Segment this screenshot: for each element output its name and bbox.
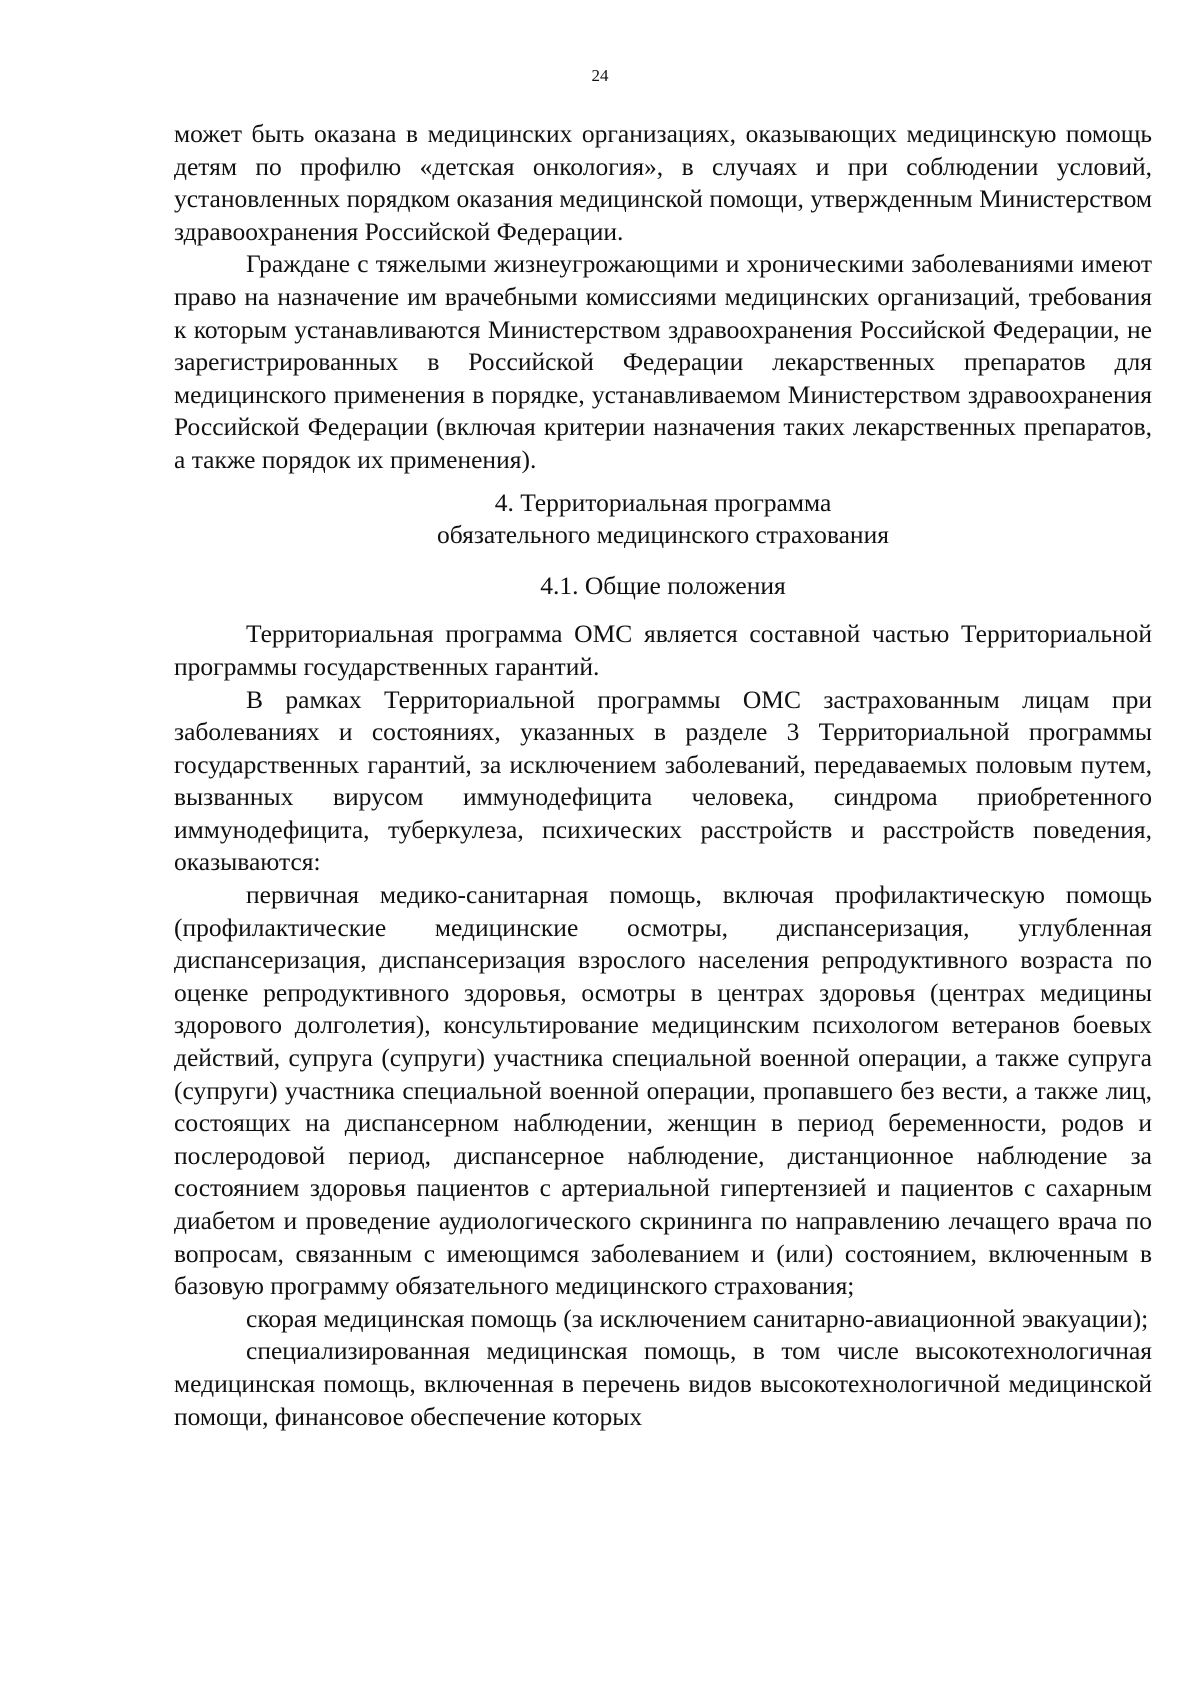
paragraph-primary-care: первичная медико-санитарная помощь, включая профилактическую помощь (профилактические медицинские осмотры, диспансеризация, углубленная диспансеризация, диспансеризация взрослого населения репродуктивного возраста по оценке репродуктивного здоровья, осмотры в центрах здоровья (центрах медицины здорового долголетия), консультирование медицинским психологом ветеранов боевых действий, супруга (супруги) участника специальной военной операции, а также супруга (супруги) участника специальной военной операции, пропавшего без вести, а также лиц, состоящих на диспансерном наблюдении, женщин в период беременности, родов и послеродовой период, диспансерное наблюдение, дистанционное наблюдение за состоянием здоровья пациентов с артериальной гипертензией и пациентов с сахарным диабетом и проведение аудиологического скрининга по направлению лечащего врача по вопросам, связанным с имеющимся заболеванием и (или) состоянием, включенным в базовую программу обязательного медицинского страхования;	[174, 880, 1152, 1301]
page-number: 24	[591, 66, 609, 85]
document-body	[174, 118, 1152, 1433]
subsection-heading: 4.1. Общие положения	[540, 570, 786, 600]
paragraph-oms-program: Территориальная программа ОМС является составной частью Территориальной программы государственных гарантий.	[174, 619, 1152, 681]
paragraph-specialized-care: специализированная медицинская помощь, в том числе высокотехнологичная медицинская помощь, включенная в перечень видов высокотехнологичной медицинской помощи, финансовое обеспечение которых	[174, 1336, 1152, 1431]
paragraph-unregistered-drugs: Граждане с тяжелыми жизнеугрожающими и хроническими заболеваниями имеют право на назначение им врачебными комиссиями медицинских организаций, требования к которым устанавливаются Министерством здравоохранения Российской Федерации, не зарегистрированных в Российской Федерации лекарственных препаратов для медицинского применения в порядке, устанавливаемом Министерством здравоохранения Российской Федерации (включая критерии назначения таких лекарственных препаратов, а также порядок их применения).	[174, 249, 1152, 474]
paragraph-oms-scope: В рамках Территориальной программы ОМС застрахованным лицам при заболеваниях и состояниях, указанных в разделе 3 Территориальной программы государственных гарантий, за исключением заболеваний, передаваемых половым путем, вызванных вирусом иммунодефицита человека, синдрома приобретенного иммунодефицита, туберкулеза, психических расстройств и расстройств поведения, оказываются:	[174, 684, 1152, 877]
section-heading-line-1: 4. Территориальная программа	[494, 487, 832, 517]
paragraph-emergency-care: скорая медицинская помощь (за исключением санитарно-авиационной эвакуации);	[246, 1303, 1149, 1333]
paragraph-continuation: может быть оказана в медицинских организациях, оказывающих медицинскую помощь детям по профилю «детская онкология», в случаях и при соблюдении условий, установленных порядком оказания медицинской помощи, утвержденным Министерством здравоохранения Российской Федерации.	[174, 119, 1152, 246]
section-heading	[174, 487, 1152, 552]
section-heading-line-2: обязательного медицинского страхования	[437, 520, 889, 550]
